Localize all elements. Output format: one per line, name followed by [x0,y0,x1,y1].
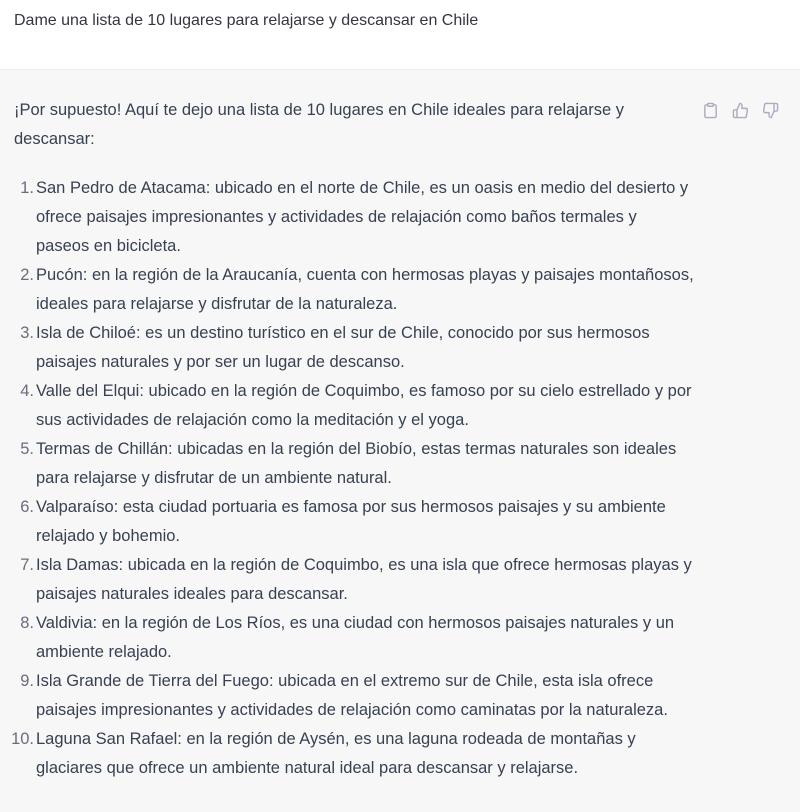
list-number: 8. [20,614,34,632]
list-number: 5. [20,440,34,458]
assistant-intro: ¡Por supuesto! Aquí te dejo una lista de 10 lugares en Chile ideales para relajarse y descansar: [14,101,624,148]
list-number: 9. [20,672,34,690]
list-item [14,609,694,667]
thumbs-down-icon [762,102,779,119]
copy-button[interactable] [700,100,720,120]
list-item-text: Valle del Elqui: ubicado en la región de Coquimbo, es famoso por su cielo estrellado y por sus actividades de relajación como la meditación y el yoga. [36,382,692,429]
assistant-message-body [11,96,694,783]
list-item-text: Valparaíso: esta ciudad portuaria es famosa por sus hermosos paisajes y su ambiente relajado y bohemio. [36,498,666,545]
list-number: 7. [20,556,34,574]
list-number: 6. [20,498,34,516]
list-item [14,667,694,725]
places-list [11,174,694,783]
list-item [14,551,694,609]
thumbs-down-button[interactable] [760,100,780,120]
list-item-text: Laguna San Rafael: en la región de Aysén, es una laguna rodeada de montañas y glaciares que ofrece un ambiente natural ideal para descansar y relajarse. [36,730,636,777]
list-item [14,377,694,435]
list-number: 1. [20,179,34,197]
list-item [14,319,694,377]
user-message [0,0,800,70]
list-item [14,261,694,319]
list-number: 4. [20,382,34,400]
list-item-text: San Pedro de Atacama: ubicado en el norte de Chile, es un oasis en medio del desierto y ofrece paisajes impresionantes y actividades de relajación como baños termales y paseos en bicicleta. [36,179,689,255]
list-item [14,435,694,493]
list-number: 2. [20,266,34,284]
clipboard-icon [702,102,719,119]
list-number: 3. [20,324,34,342]
list-item [11,725,694,783]
thumbs-up-button[interactable] [730,100,750,120]
list-item [14,174,694,261]
list-item-text: Valdivia: en la región de Los Ríos, es una ciudad con hermosos paisajes naturales y un ambiente relajado. [36,614,675,661]
thumbs-up-icon [732,102,749,119]
user-message-text: Dame una lista de 10 lugares para relajarse y descansar en Chile [14,12,479,29]
list-item [14,493,694,551]
list-item-text: Termas de Chillán: ubicadas en la región del Biobío, estas termas naturales son ideales para relajarse y disfrutar de un ambiente natural. [36,440,677,487]
list-item-text: Isla Damas: ubicada en la región de Coquimbo, es una isla que ofrece hermosas playas y paisajes naturales ideales para descansar. [36,556,692,603]
assistant-message [0,70,800,812]
list-item-text: Pucón: en la región de la Araucanía, cuenta con hermosas playas y paisajes montañosos, ideales para relajarse y disfrutar de la naturaleza. [36,266,694,313]
list-number: 10. [11,730,34,748]
message-actions [700,100,780,120]
list-item-text: Isla de Chiloé: es un destino turístico en el sur de Chile, conocido por sus hermosos paisajes naturales y por ser un lugar de descanso. [36,324,650,371]
list-item-text: Isla Grande de Tierra del Fuego: ubicada en el extremo sur de Chile, esta isla ofrece paisajes impresionantes y actividades de relajación como caminatas por la naturaleza. [36,672,668,719]
